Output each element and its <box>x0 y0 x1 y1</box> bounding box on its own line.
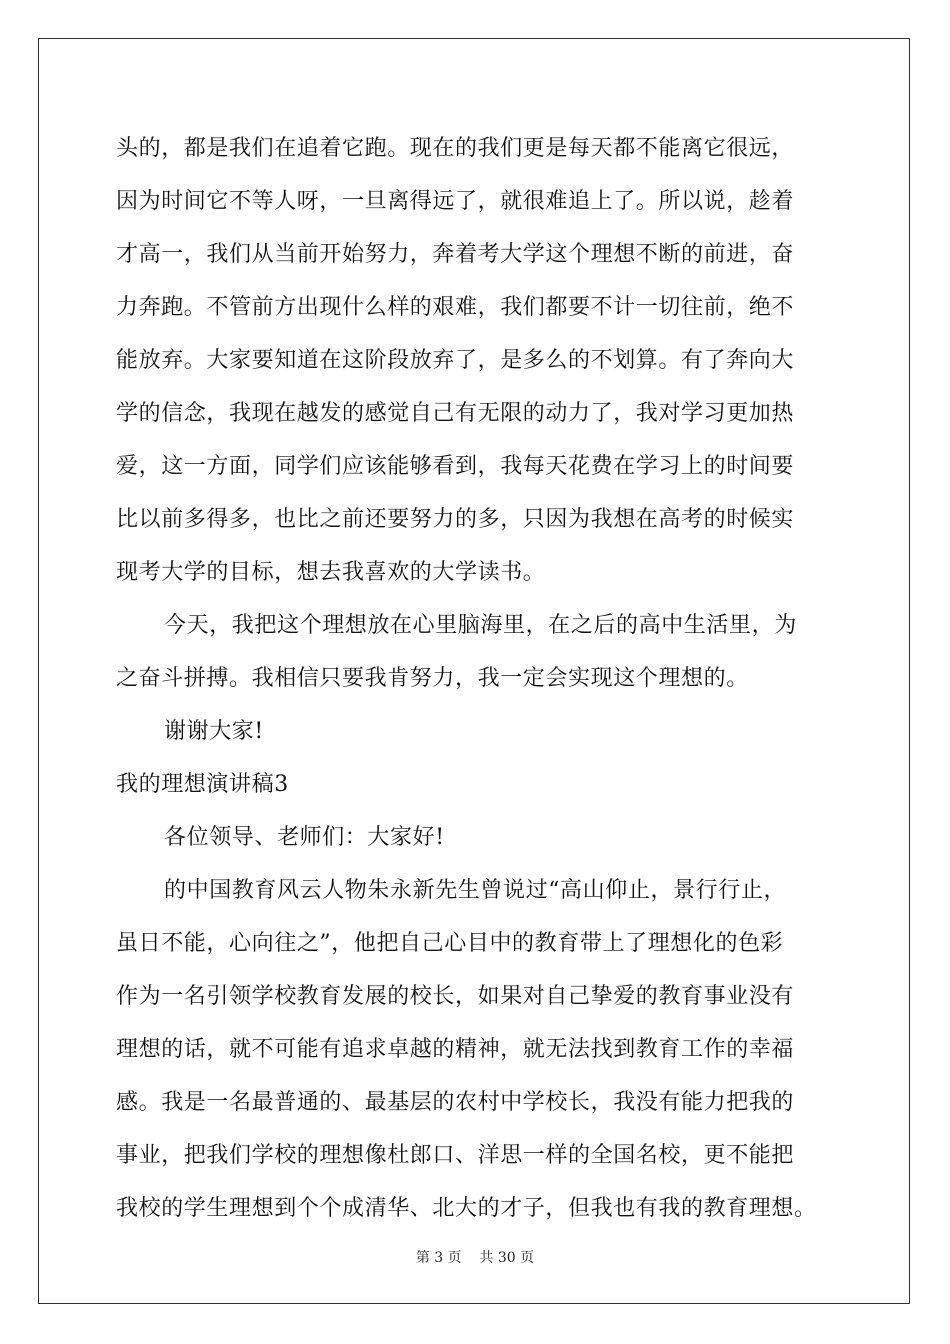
text-line: 才高一，我们从当前开始努力，奔着考大学这个理想不断的前进，奋 <box>116 242 795 267</box>
salutation-line: 各位领导、老师们：大家好! <box>164 825 445 850</box>
document-body <box>116 122 836 1235</box>
text-line: 之奋斗拼搏。我相信只要我肯努力，我一定会实现这个理想的。 <box>116 666 749 691</box>
text-line: 理想的话，就不可能有追求卓越的精神，就无法找到教育工作的幸福 <box>116 1037 795 1062</box>
text-line: 虽日不能，心向往之”，他把自己心目中的教育带上了理想化的色彩 <box>116 931 784 956</box>
text-line: 学的信念，我现在越发的感觉自己有无限的动力了，我对学习更加热 <box>116 401 795 426</box>
text-line: 力奔跑。不管前方出现什么样的艰难，我们都要不计一切往前，绝不 <box>116 295 795 320</box>
page-number-footer: 第 3 页 共 30 页 <box>415 1250 535 1266</box>
text-line: 比以前多得多，也比之前还要努力的多，只因为我想在高考的时候实 <box>116 507 795 532</box>
text-line: 爱，这一方面，同学们应该能够看到，我每天花费在学习上的时间要 <box>116 454 795 479</box>
text-line: 因为时间它不等人呀，一旦离得远了，就很难追上了。所以说，趁着 <box>116 189 795 214</box>
text-line: 感。我是一名最普通的、最基层的农村中学校长，我没有能力把我的 <box>116 1090 795 1115</box>
text-line: 我校的学生理想到个个成清华、北大的才子，但我也有我的教育理想。 <box>116 1196 817 1221</box>
text-line: 作为一名引领学校教育发展的校长，如果对自己挚爱的教育事业没有 <box>116 984 795 1009</box>
section-heading: 我的理想演讲稿3 <box>116 772 289 797</box>
text-line: 头的，都是我们在追着它跑。现在的我们更是每天都不能离它很远， <box>116 136 795 161</box>
text-line: 能放弃。大家要知道在这阶段放弃了，是多么的不划算。有了奔向大 <box>116 348 795 373</box>
text-line: 现考大学的目标，想去我喜欢的大学读书。 <box>116 560 546 585</box>
closing-line: 谢谢大家! <box>164 719 264 744</box>
paragraph-start-line: 今天，我把这个理想放在心里脑海里，在之后的高中生活里，为 <box>164 613 797 638</box>
paragraph-start-line: 的中国教育风云人物朱永新先生曾说过“高山仰止，景行行止， <box>164 878 787 903</box>
text-line: 事业，把我们学校的理想像杜郎口、洋思一样的全国名校，更不能把 <box>116 1143 795 1168</box>
